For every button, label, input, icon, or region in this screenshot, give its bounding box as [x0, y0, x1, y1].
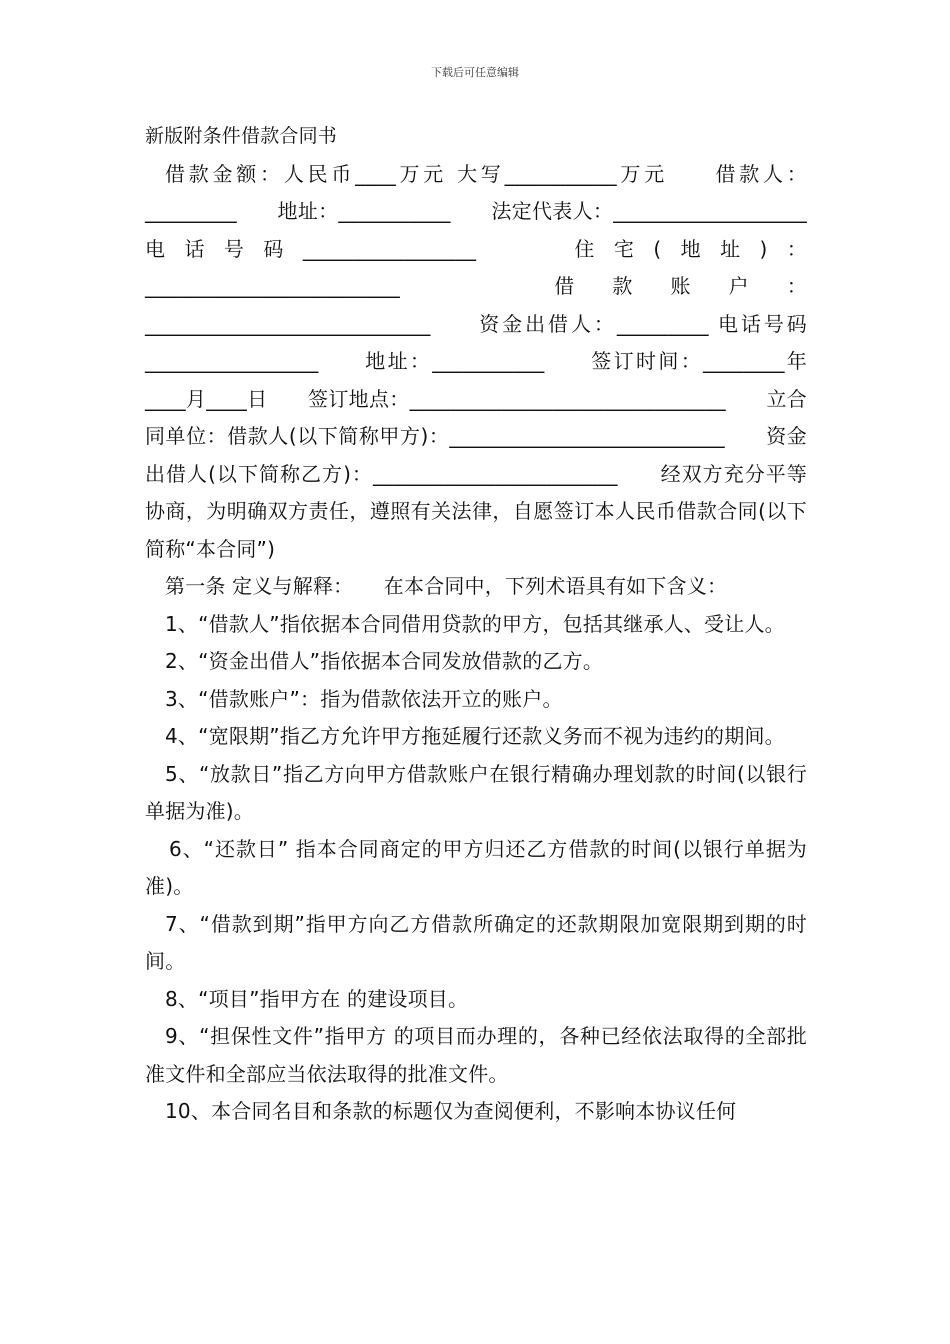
definition-item: 4、“宽限期”指乙方允许甲方拖延履行还款义务而不视为违约的期间。: [165, 724, 785, 748]
contract-intro-paragraph: 借款金额：人民币____万元 大写___________万元 借款人：_________ 地址：___________ 法定代表人：___________________电话号码_________________ 住宅(地址)：_________________________ 借款账户：____________________________ 资金出借人：_________ 电话号码_________________ 地址：___________ 签订时间：________年____月____日 签订地点：_______________________________ 立合同单位：借款人(以下简称甲方)：___________________________ 资金出借人(以下简称乙方)：________________________ 经双方充分平等协商，为明确双方责任，遵照有关法律，自愿签订本人民币借款合同(以下简称“本合同”): [145, 161, 807, 561]
page-header-note: 下载后可任意编辑: [431, 66, 519, 79]
document-title: 新版附条件借款合同书: [145, 125, 338, 147]
definition-item: 1、“借款人”指依据本合同借用贷款的甲方，包括其继承人、受让人。: [165, 611, 785, 636]
definition-item: 8、“项目”指甲方在 的建设项目。: [165, 986, 469, 1011]
article-1-heading: 第一条 定义与解释： 在本合同中，下列术语具有如下含义：: [165, 574, 728, 598]
definition-item: 2、“资金出借人”指依据本合同发放借款的乙方。: [165, 649, 604, 673]
document-body: [145, 118, 807, 1131]
definition-item: 3、“借款账户”：指为借款依法开立的账户。: [165, 686, 563, 711]
definition-item: 5、“放款日”指乙方向甲方借款账户在银行精确办理划款的时间(以银行单据为准)。: [145, 761, 807, 823]
definition-item: 7、“借款到期”指甲方向乙方借款所确定的还款期限加宽限期到期的时间。: [145, 911, 807, 973]
definition-item: 10、本合同名目和条款的标题仅为查阅便利，不影响本协议任何: [165, 1099, 737, 1123]
definition-item: 9、“担保性文件”指甲方 的项目而办理的，各种已经依法取得的全部批准文件和全部应当依法取得的批准文件。: [145, 1024, 807, 1086]
definition-item: 6、“还款日” 指本合同商定的甲方归还乙方借款的时间(以银行单据为准)。: [145, 836, 807, 898]
